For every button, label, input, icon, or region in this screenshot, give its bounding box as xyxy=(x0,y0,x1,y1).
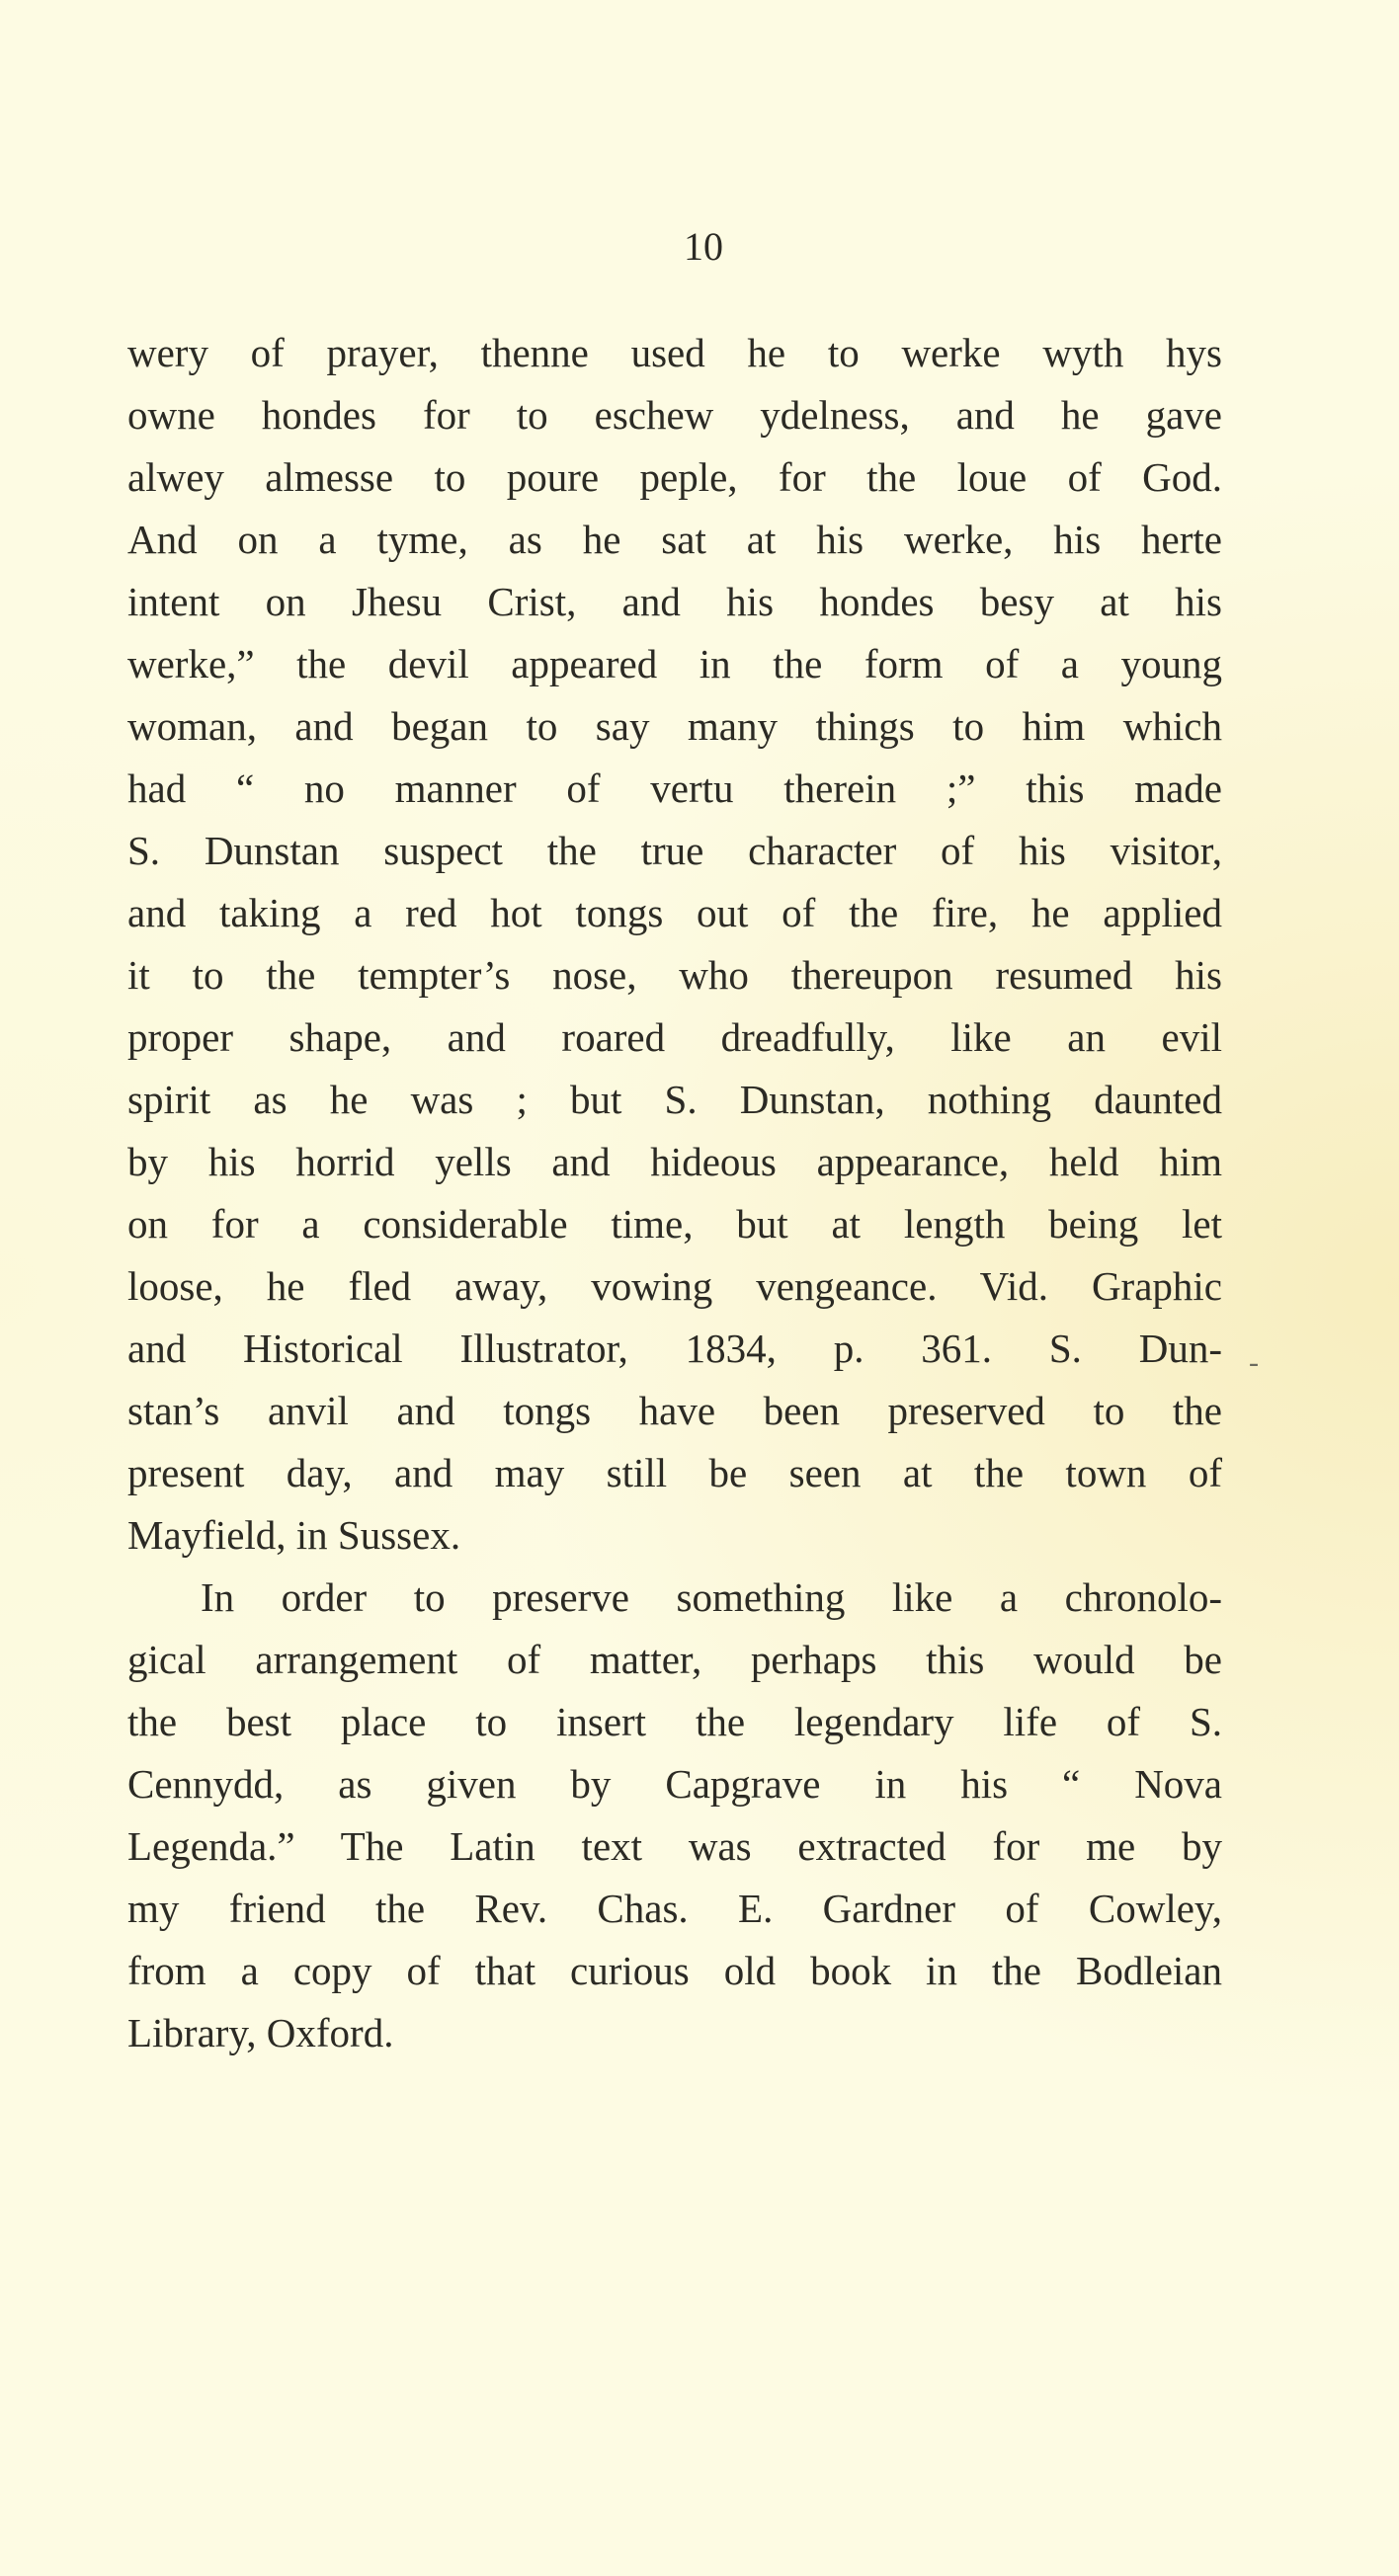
page-number: 10 xyxy=(684,224,723,269)
text-line: In order to preserve something like a chronolo- xyxy=(201,1574,1222,1620)
text-line: by his horrid yells and hideous appearance, held him xyxy=(127,1139,1222,1184)
text-line: Library, Oxford. xyxy=(127,2010,394,2055)
text-line: spirit as he was ; but S. Dunstan, nothing daunted xyxy=(127,1077,1222,1122)
body-text xyxy=(127,322,1222,2064)
margin-mark: - xyxy=(1249,1346,1259,1379)
text-line: and taking a red hot tongs out of the fire, he applied xyxy=(127,890,1222,935)
paragraph-2 xyxy=(127,1567,1222,2064)
paragraph-1 xyxy=(127,322,1222,1567)
text-line: from a copy of that curious old book in the Bodleian xyxy=(127,1948,1222,1993)
text-line: owne hondes for to eschew ydelness, and he gave xyxy=(127,392,1222,438)
text-line: the best place to insert the legendary life of S. xyxy=(127,1699,1222,1744)
text-line: alwey almesse to poure peple, for the loue of God. xyxy=(127,454,1222,500)
text-line: gical arrangement of matter, perhaps this would be xyxy=(127,1637,1222,1682)
text-line: loose, he fled away, vowing vengeance. Vid. Graphic xyxy=(127,1263,1222,1309)
text-line: on for a considerable time, but at length being let xyxy=(127,1201,1222,1247)
text-line: intent on Jhesu Crist, and his hondes besy at his xyxy=(127,579,1222,624)
text-line: and Historical Illustrator, 1834, p. 361. S. Dun- xyxy=(127,1326,1222,1371)
text-line: it to the tempter’s nose, who thereupon resumed his xyxy=(127,952,1222,998)
text-line: And on a tyme, as he sat at his werke, his herte xyxy=(127,517,1222,562)
text-line: my friend the Rev. Chas. E. Gardner of Cowley, xyxy=(127,1886,1222,1931)
text-line: Cennydd, as given by Capgrave in his “ Nova xyxy=(127,1761,1222,1807)
text-line: woman, and began to say many things to him which xyxy=(127,703,1222,749)
text-line: Mayfield, in Sussex. xyxy=(127,1512,461,1558)
text-line: Legenda.” The Latin text was extracted for me by xyxy=(127,1823,1222,1869)
text-line: S. Dunstan suspect the true character of his visitor, xyxy=(127,828,1222,873)
text-line: present day, and may still be seen at the town of xyxy=(127,1450,1222,1495)
text-line: stan’s anvil and tongs have been preserved to the xyxy=(127,1388,1222,1433)
text-line: wery of prayer, thenne used he to werke wyth hys xyxy=(127,330,1222,375)
text-line: had “ no manner of vertu therein ;” this made xyxy=(127,765,1222,811)
text-line: proper shape, and roared dreadfully, like an evil xyxy=(127,1014,1222,1060)
text-line: werke,” the devil appeared in the form of a young xyxy=(127,641,1222,686)
